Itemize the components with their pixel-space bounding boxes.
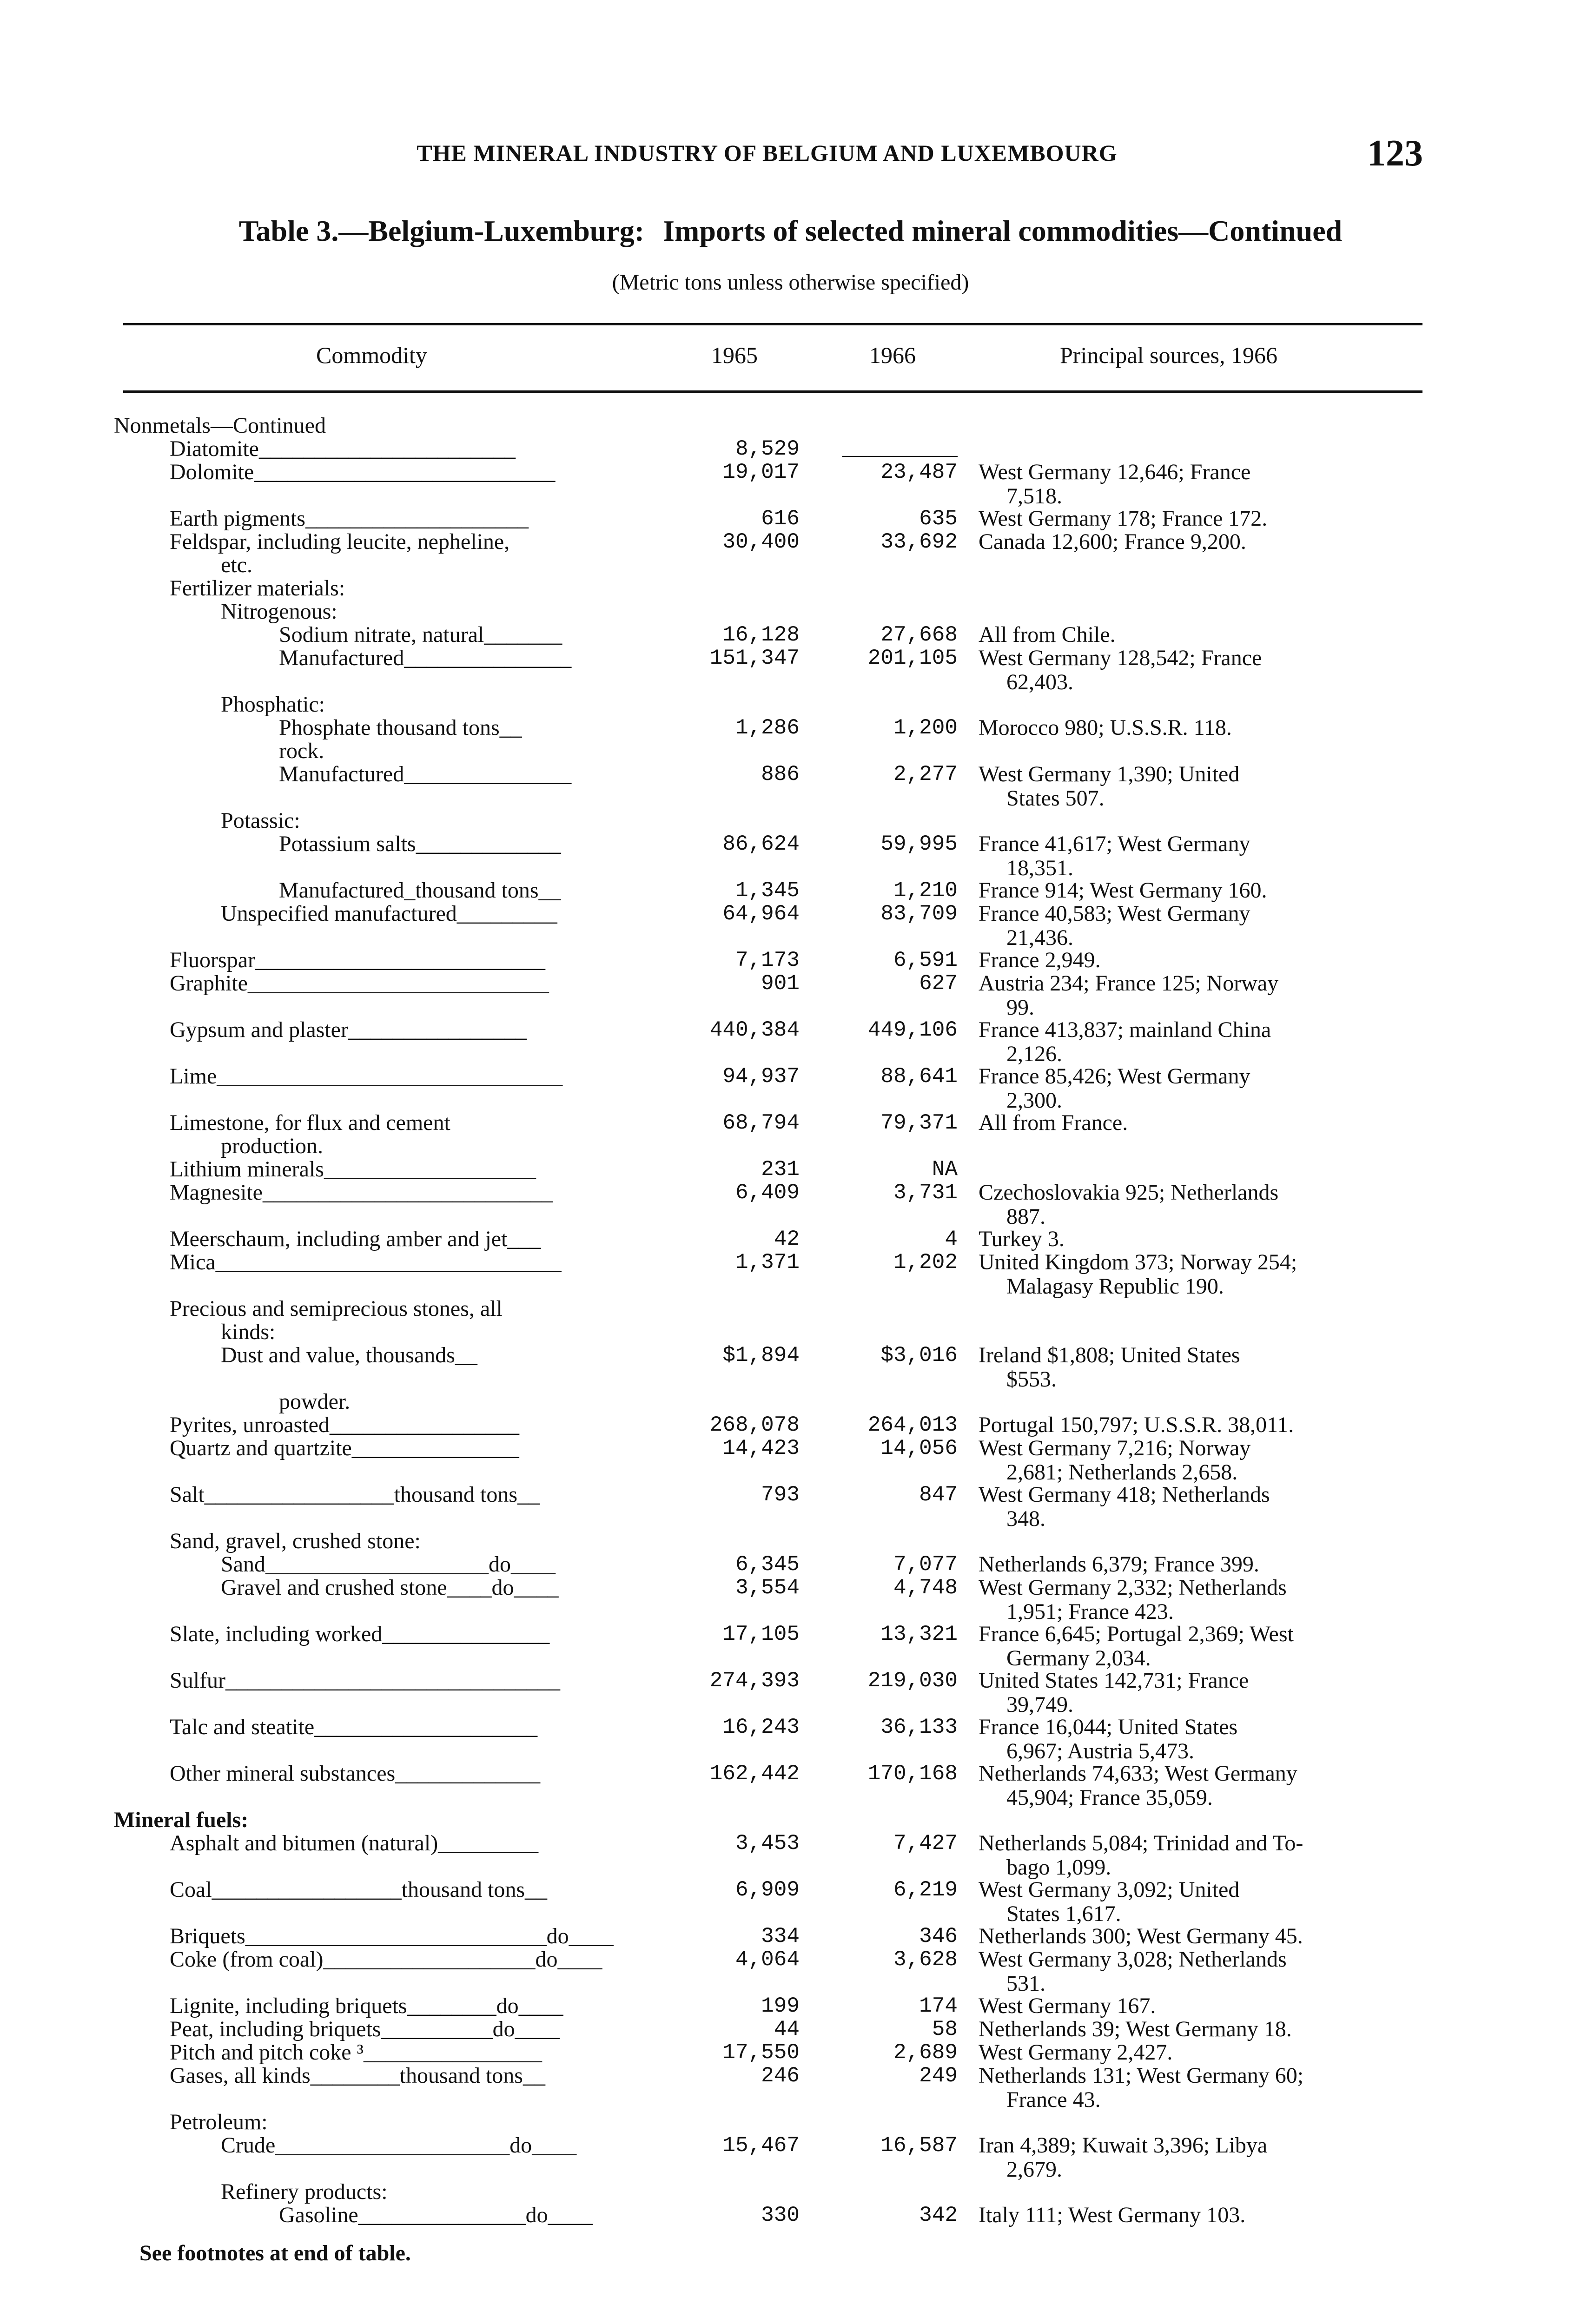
table-row	[0, 1413, 1581, 1437]
value-1965: 86,624	[722, 832, 800, 856]
sources-line: Netherlands 6,379; France 399.	[979, 1552, 1259, 1577]
value-1965: 268,078	[709, 1413, 800, 1437]
column-header-1966: 1966	[869, 342, 916, 368]
principal-sources	[979, 1343, 1406, 1392]
principal-sources	[979, 1181, 1406, 1229]
column-header-sources: Principal sources, 1966	[1060, 342, 1277, 368]
commodity-name: Potassic:	[221, 809, 300, 833]
value-1966: 33,692	[880, 530, 958, 554]
sources-continuation: France 43.	[1006, 2087, 1101, 2112]
value-1966: 59,995	[880, 832, 958, 856]
sources-line: France 413,837; mainland China	[979, 1017, 1271, 1042]
principal-sources	[979, 1831, 1406, 1880]
sources-line: West Germany 167.	[979, 1994, 1156, 2018]
commodity-name: Coke (from coal)___________________do____	[170, 1948, 602, 1972]
value-1965: 440,384	[709, 1018, 800, 1042]
commodity-name: Fertilizer materials:	[170, 576, 345, 601]
table-row	[0, 878, 1581, 903]
sources-line: Morocco 980; U.S.S.R. 118.	[979, 715, 1232, 740]
value-1966: 627	[919, 971, 958, 996]
value-1966: 7,077	[893, 1552, 958, 1577]
principal-sources	[979, 2064, 1406, 2112]
table-row	[0, 414, 1581, 438]
sources-continuation: 2,679.	[1006, 2157, 1062, 2182]
table-row	[0, 1250, 1581, 1299]
table-row	[0, 1320, 1581, 1344]
principal-sources	[979, 1250, 1406, 1299]
value-1965: 17,105	[722, 1622, 800, 1646]
table-row	[0, 2203, 1581, 2227]
commodity-name: Talc and steatite____________________	[170, 1715, 538, 1739]
value-1966: 1,200	[893, 716, 958, 740]
sources-line: France 6,645; Portugal 2,369; West	[979, 1622, 1294, 1646]
sources-line: Canada 12,600; France 9,200.	[979, 529, 1246, 554]
value-1966: 635	[919, 507, 958, 531]
sources-line: France 40,583; West Germany	[979, 901, 1250, 926]
commodity-name: Gravel and crushed stone____do____	[221, 1576, 559, 1600]
sources-continuation: Malagasy Republic 190.	[1006, 1274, 1224, 1299]
value-1966: 847	[919, 1483, 958, 1507]
principal-sources	[979, 460, 1406, 508]
sources-continuation: 18,351.	[1006, 856, 1073, 880]
sources-continuation: 2,681; Netherlands 2,658.	[1006, 1460, 1238, 1485]
table-row	[0, 2017, 1581, 2041]
value-1966: 2,277	[893, 762, 958, 786]
principal-sources	[979, 1018, 1406, 1066]
commodity-name: Coal_________________thousand tons__	[170, 1878, 547, 1902]
table-row	[0, 553, 1581, 577]
value-1965: 19,017	[722, 460, 800, 484]
value-1966: 16,587	[880, 2133, 958, 2158]
table-row	[0, 2180, 1581, 2204]
table-row	[0, 1924, 1581, 1948]
commodity-name: Phosphate thousand tons__	[279, 716, 522, 740]
commodity-name: Nitrogenous:	[221, 600, 337, 624]
value-1966: 6,591	[893, 948, 958, 972]
sources-line: Netherlands 131; West Germany 60;	[979, 2063, 1304, 2088]
sources-line: France 41,617; West Germany	[979, 832, 1250, 856]
table-row	[0, 739, 1581, 763]
sources-line: All from France.	[979, 1110, 1128, 1135]
value-1966: 36,133	[880, 1715, 958, 1739]
value-1965: 3,453	[735, 1831, 800, 1855]
principal-sources	[979, 716, 1406, 740]
table-row	[0, 1529, 1581, 1553]
value-1965: 231	[761, 1157, 800, 1182]
principal-sources	[979, 1669, 1406, 1717]
table-row	[0, 600, 1581, 624]
value-1966: 83,709	[880, 902, 958, 926]
column-header-1965: 1965	[711, 342, 758, 368]
table-row	[0, 716, 1581, 740]
table-row	[0, 1831, 1581, 1880]
table-row	[0, 948, 1581, 972]
commodity-name: Gypsum and plaster________________	[170, 1018, 527, 1042]
commodity-name: Potassium salts_____________	[279, 832, 561, 856]
principal-sources	[979, 2203, 1406, 2227]
value-1965: 162,442	[709, 1762, 800, 1786]
table-title-text: Imports of selected mineral commodities—Continued	[663, 214, 1343, 247]
commodity-name: Feldspar, including leucite, nepheline,	[170, 530, 510, 554]
sources-line: Netherlands 5,084; Trinidad and To-	[979, 1831, 1303, 1855]
table-row	[0, 1064, 1581, 1113]
commodity-name: Mica_______________________________	[170, 1250, 562, 1274]
value-1966: 170,168	[867, 1762, 958, 1786]
value-1965: 6,345	[735, 1552, 800, 1577]
sources-line: France 2,949.	[979, 948, 1101, 972]
commodity-name: rock.	[279, 739, 324, 763]
table-row	[0, 1017, 1581, 1066]
value-1965: $1,894	[722, 1343, 800, 1367]
principal-sources	[979, 2133, 1406, 2182]
principal-sources	[979, 623, 1406, 647]
value-1965: 6,909	[735, 1878, 800, 1902]
sources-continuation: 887.	[1006, 1204, 1045, 1229]
table-row	[0, 1227, 1581, 1251]
commodity-name: Lime_______________________________	[170, 1064, 563, 1089]
value-1966: 264,013	[867, 1413, 958, 1437]
value-1965: 901	[761, 971, 800, 996]
principal-sources	[979, 1552, 1406, 1577]
principal-sources	[979, 1878, 1406, 1926]
principal-sources	[979, 1622, 1406, 1670]
value-1965: 4,064	[735, 1948, 800, 1972]
value-1965: 16,243	[722, 1715, 800, 1739]
principal-sources	[979, 646, 1406, 694]
commodity-name: etc.	[221, 553, 252, 577]
commodity-name: Sand____________________do____	[221, 1552, 556, 1577]
sources-line: West Germany 7,216; Norway	[979, 1436, 1251, 1460]
sources-continuation: States 1,617.	[1006, 1901, 1121, 1926]
principal-sources	[979, 1064, 1406, 1113]
table-row	[0, 1390, 1581, 1414]
value-1965: 14,423	[722, 1436, 800, 1460]
sources-line: West Germany 128,542; France	[979, 646, 1262, 670]
table-row	[0, 1994, 1581, 2018]
commodity-name: Crude_____________________do____	[221, 2133, 577, 2158]
value-1965: 8,529	[735, 437, 800, 461]
footnote: See footnotes at end of table.	[139, 2241, 411, 2265]
sources-line: West Germany 178; France 172.	[979, 506, 1268, 531]
value-1965: 199	[761, 1994, 800, 2018]
principal-sources	[979, 1413, 1406, 1437]
value-1966: 4,748	[893, 1576, 958, 1600]
commodity-name: Phosphatic:	[221, 693, 325, 717]
commodity-name: Fluorspar__________________________	[170, 948, 545, 972]
commodity-name: Pyrites, unroasted_________________	[170, 1413, 519, 1437]
table-subtitle: (Metric tons unless otherwise specified)	[612, 270, 969, 295]
sources-continuation: 348.	[1006, 1506, 1045, 1531]
value-1966: 3,731	[893, 1181, 958, 1205]
principal-sources	[979, 948, 1406, 972]
sources-line: France 914; West Germany 160.	[979, 878, 1267, 903]
sources-line: United States 142,731; France	[979, 1668, 1249, 1693]
commodity-name: Mineral fuels:	[114, 1808, 249, 1832]
commodity-name: Asphalt and bitumen (natural)_________	[170, 1831, 539, 1855]
value-1965: 7,173	[735, 948, 800, 972]
commodity-name: Peat, including briquets__________do____	[170, 2017, 560, 2041]
principal-sources	[979, 2017, 1406, 2041]
table-row	[0, 1575, 1581, 1624]
sources-continuation: 531.	[1006, 1971, 1045, 1996]
sources-continuation: 21,436.	[1006, 925, 1073, 950]
commodity-name: Precious and semiprecious stones, all	[170, 1297, 503, 1321]
value-1966: 201,105	[867, 646, 958, 670]
sources-continuation: bago 1,099.	[1006, 1855, 1111, 1880]
commodity-name: Earth pigments____________________	[170, 507, 529, 531]
principal-sources	[979, 1111, 1406, 1135]
sources-line: Italy 111; West Germany 103.	[979, 2203, 1246, 2227]
table-row	[0, 693, 1581, 717]
commodity-name: Salt_________________thousand tons__	[170, 1483, 540, 1507]
principal-sources	[979, 1227, 1406, 1251]
value-1965: 616	[761, 507, 800, 531]
sources-line: Netherlands 300; West Germany 45.	[979, 1924, 1303, 1948]
value-1966: 14,056	[880, 1436, 958, 1460]
table-row	[0, 1668, 1581, 1717]
table-row	[0, 646, 1581, 694]
value-1966: 449,106	[867, 1018, 958, 1042]
value-1965: 334	[761, 1924, 800, 1948]
table-row	[0, 1761, 1581, 1810]
sources-line: Czechoslovakia 925; Netherlands	[979, 1180, 1279, 1205]
table-row	[0, 809, 1581, 833]
table-row	[0, 1947, 1581, 1996]
table-row	[0, 1134, 1581, 1158]
principal-sources	[979, 1762, 1406, 1810]
value-1966: 7,427	[893, 1831, 958, 1855]
commodity-name: production.	[221, 1134, 323, 1158]
value-1966: NA	[932, 1157, 958, 1182]
value-1965: 64,964	[722, 902, 800, 926]
principal-sources	[979, 832, 1406, 880]
principal-sources	[979, 902, 1406, 950]
value-1965: 3,554	[735, 1576, 800, 1600]
value-1966: 174	[919, 1994, 958, 2018]
principal-sources	[979, 1948, 1406, 1996]
value-1965: 16,128	[722, 623, 800, 647]
table-row	[0, 507, 1581, 531]
value-1965: 30,400	[722, 530, 800, 554]
sources-continuation: 62,403.	[1006, 670, 1073, 694]
principal-sources	[979, 971, 1406, 1020]
table-row	[0, 2040, 1581, 2065]
value-1966: 3,628	[893, 1948, 958, 1972]
value-1965: 1,345	[735, 878, 800, 903]
column-header-commodity: Commodity	[316, 342, 427, 368]
commodity-name: Lignite, including briquets________do____	[170, 1994, 563, 2018]
sources-continuation: $553.	[1006, 1367, 1057, 1392]
value-1966: 13,321	[880, 1622, 958, 1646]
sources-line: West Germany 12,646; France	[979, 460, 1251, 484]
sources-line: Turkey 3.	[979, 1227, 1065, 1251]
value-1966: 6,219	[893, 1878, 958, 1902]
table-row	[0, 1877, 1581, 1926]
commodity-name: Gasoline_______________do____	[279, 2203, 593, 2227]
value-1965: 42	[774, 1227, 800, 1251]
commodity-name: Sand, gravel, crushed stone:	[170, 1529, 421, 1553]
sources-line: Portugal 150,797; U.S.S.R. 38,011.	[979, 1413, 1294, 1437]
sources-continuation: 1,951; France 423.	[1006, 1599, 1174, 1624]
value-1966: 346	[919, 1924, 958, 1948]
table-row	[0, 623, 1581, 647]
sources-continuation: Germany 2,034.	[1006, 1646, 1151, 1670]
value-1966: 249	[919, 2064, 958, 2088]
value-1965: 6,409	[735, 1181, 800, 1205]
principal-sources	[979, 1994, 1406, 2018]
table-row	[0, 460, 1581, 508]
table-row	[0, 1297, 1581, 1321]
principal-sources	[979, 878, 1406, 903]
commodity-name: Manufactured_______________	[279, 762, 572, 786]
commodity-name: Quartz and quartzite_______________	[170, 1436, 519, 1460]
value-1966: 342	[919, 2203, 958, 2227]
commodity-name: Meerschaum, including amber and jet___	[170, 1227, 541, 1251]
table-row	[0, 1436, 1581, 1485]
table-row	[0, 2110, 1581, 2134]
sources-line: West Germany 418; Netherlands	[979, 1482, 1270, 1507]
commodity-name: Gases, all kinds________thousand tons__	[170, 2064, 545, 2088]
commodity-name: Manufactured_thousand tons__	[279, 878, 561, 903]
commodity-name: Unspecified manufactured_________	[221, 902, 557, 926]
commodity-name: Dolomite___________________________	[170, 460, 556, 484]
sources-line: West Germany 2,427.	[979, 2040, 1173, 2065]
principal-sources	[979, 1483, 1406, 1531]
commodity-name: Dust and value, thousands__	[221, 1343, 477, 1367]
commodity-name: Lithium minerals___________________	[170, 1157, 536, 1182]
commodity-name: Graphite___________________________	[170, 971, 549, 996]
table-row	[0, 1157, 1581, 1182]
value-1966: 88,641	[880, 1064, 958, 1089]
commodity-name: Nonmetals—Continued	[114, 414, 326, 438]
principal-sources	[979, 1576, 1406, 1624]
commodity-name: Pitch and pitch coke ³________________	[170, 2040, 542, 2065]
value-1965: 151,347	[709, 646, 800, 670]
value-1965: 68,794	[722, 1111, 800, 1135]
table-row	[0, 2063, 1581, 2112]
commodity-name: kinds:	[221, 1320, 276, 1344]
sources-line: Iran 4,389; Kuwait 3,396; Libya	[979, 2133, 1268, 2158]
table-row	[0, 1808, 1581, 1832]
commodity-name: Limestone, for flux and cement	[170, 1111, 450, 1135]
principal-sources	[979, 2040, 1406, 2065]
table-row	[0, 1180, 1581, 1229]
sources-continuation: 45,904; France 35,059.	[1006, 1785, 1213, 1810]
principal-sources	[979, 1715, 1406, 1763]
value-1965: 17,550	[722, 2040, 800, 2065]
page-number: 123	[1367, 133, 1423, 174]
sources-continuation: 6,967; Austria 5,473.	[1006, 1739, 1194, 1763]
value-1966: 79,371	[880, 1111, 958, 1135]
sources-continuation: 39,749.	[1006, 1692, 1073, 1717]
value-1966: 23,487	[880, 460, 958, 484]
running-head: THE MINERAL INDUSTRY OF BELGIUM AND LUXEMBOURG	[417, 140, 1118, 166]
value-1965: 1,371	[735, 1250, 800, 1274]
value-1966: 4	[945, 1227, 958, 1251]
table-row	[0, 1715, 1581, 1763]
value-1965: 886	[761, 762, 800, 786]
commodity-name: Sulfur______________________________	[170, 1669, 560, 1693]
commodity-name: Magnesite__________________________	[170, 1181, 553, 1205]
commodity-name: Briquets___________________________do____	[170, 1924, 614, 1948]
value-1965: 793	[761, 1483, 800, 1507]
value-1966: 58	[932, 2017, 958, 2041]
value-1965: 44	[774, 2017, 800, 2041]
value-1966: 2,689	[893, 2040, 958, 2065]
sources-continuation: 2,300.	[1006, 1088, 1062, 1113]
sources-line: West Germany 2,332; Netherlands	[979, 1575, 1287, 1600]
table-row	[0, 1343, 1581, 1392]
sources-line: Netherlands 39; West Germany 18.	[979, 2017, 1292, 2041]
table-row	[0, 1482, 1581, 1531]
principal-sources	[979, 1924, 1406, 1948]
sources-continuation: 7,518.	[1006, 484, 1062, 508]
principal-sources	[979, 762, 1406, 811]
commodity-name: Refinery products:	[221, 2180, 388, 2204]
table-title-label: Table 3.—Belgium-Luxemburg:	[238, 214, 645, 247]
commodity-name: Manufactured_______________	[279, 646, 572, 670]
sources-line: France 16,044; United States	[979, 1715, 1238, 1739]
sources-line: West Germany 3,028; Netherlands	[979, 1947, 1287, 1972]
value-1965: 94,937	[722, 1064, 800, 1089]
principal-sources	[979, 507, 1406, 531]
commodity-name: Slate, including worked_______________	[170, 1622, 550, 1646]
sources-continuation: States 507.	[1006, 786, 1105, 811]
commodity-name: powder.	[279, 1390, 351, 1414]
sources-line: Austria 234; France 125; Norway	[979, 971, 1279, 996]
sources-line: United Kingdom 373; Norway 254;	[979, 1250, 1297, 1274]
value-1965: 1,286	[735, 716, 800, 740]
table-row	[0, 901, 1581, 950]
value-1966: 1,210	[893, 878, 958, 903]
value-1966: 219,030	[867, 1669, 958, 1693]
commodity-name: Diatomite_______________________	[170, 437, 516, 461]
commodity-name: Other mineral substances_____________	[170, 1762, 541, 1786]
value-1966: $3,016	[880, 1343, 958, 1367]
sources-line: All from Chile.	[979, 622, 1116, 647]
table-row	[0, 437, 1581, 461]
table-row	[0, 1111, 1581, 1135]
table-row	[0, 2133, 1581, 2182]
table-row	[0, 832, 1581, 880]
sources-line: Netherlands 74,633; West Germany	[979, 1761, 1297, 1786]
value-1965: 274,393	[709, 1669, 800, 1693]
table-row	[0, 530, 1581, 554]
value-1965: 330	[761, 2203, 800, 2227]
table-row	[0, 971, 1581, 1020]
principal-sources	[979, 1436, 1406, 1485]
sources-line: West Germany 1,390; United	[979, 762, 1240, 786]
table-row	[0, 762, 1581, 811]
sources-continuation: 99.	[1006, 995, 1034, 1020]
value-1966: 27,668	[880, 623, 958, 647]
commodity-name: Sodium nitrate, natural_______	[279, 623, 562, 647]
value-1966: _________	[842, 437, 958, 461]
table-row	[0, 1552, 1581, 1577]
table-row	[0, 576, 1581, 601]
value-1965: 15,467	[722, 2133, 800, 2158]
sources-line: West Germany 3,092; United	[979, 1877, 1240, 1902]
principal-sources	[979, 530, 1406, 554]
value-1965: 246	[761, 2064, 800, 2088]
table-row	[0, 1622, 1581, 1670]
value-1966: 1,202	[893, 1250, 958, 1274]
sources-line: Ireland $1,808; United States	[979, 1343, 1240, 1367]
sources-line: France 85,426; West Germany	[979, 1064, 1250, 1089]
commodity-name: Petroleum:	[170, 2110, 268, 2134]
sources-continuation: 2,126.	[1006, 1042, 1062, 1066]
